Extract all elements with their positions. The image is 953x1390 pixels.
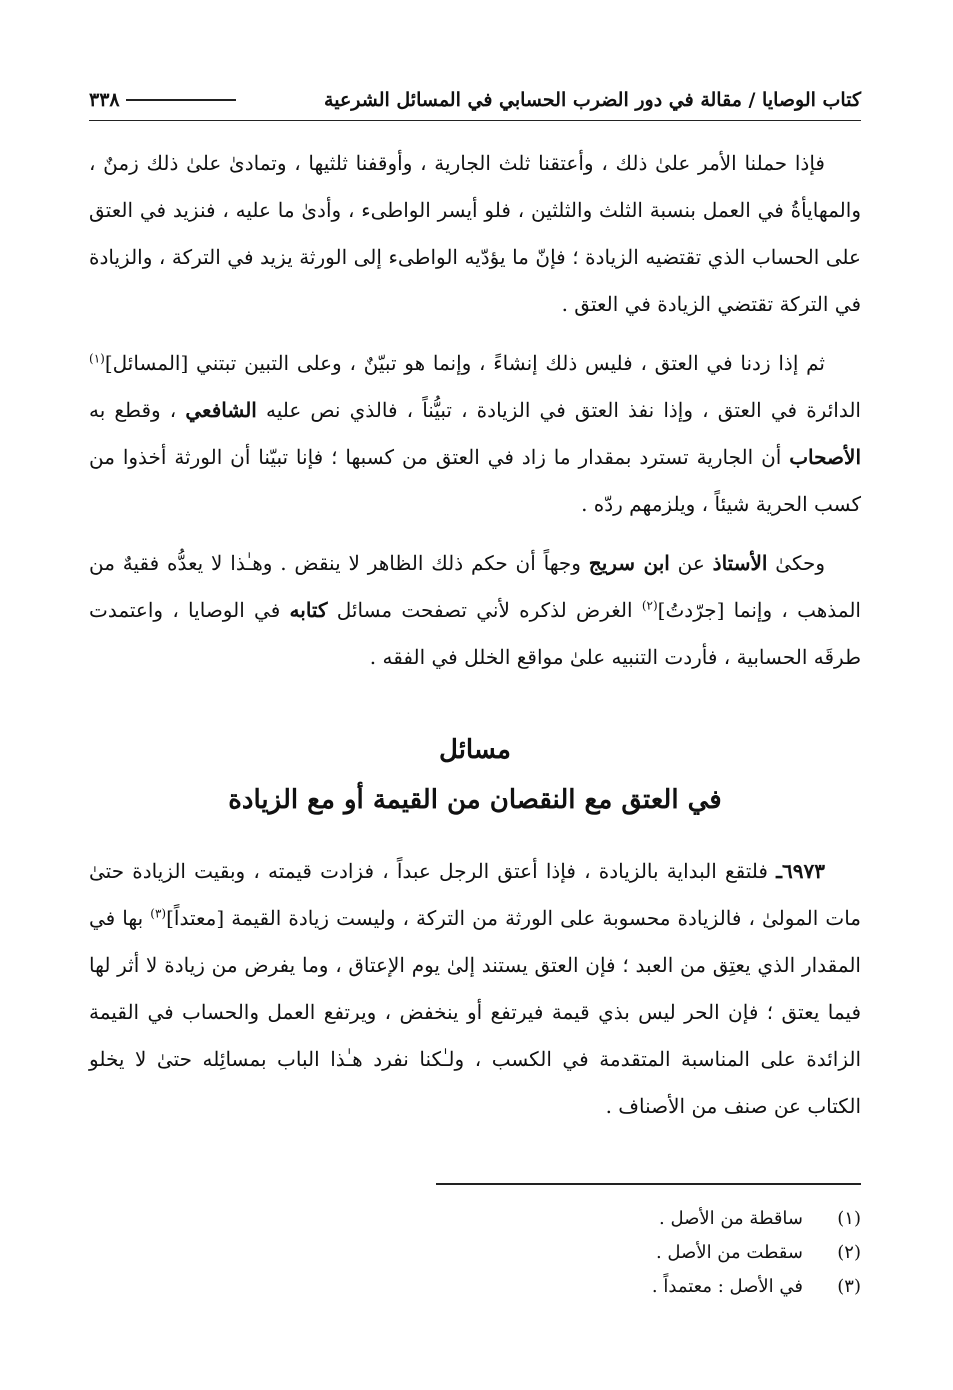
section-title-1: مسائل bbox=[439, 735, 511, 765]
paragraph-2-text-d: أن الجارية تسترد بمقدار ما زاد في العتق من كسبها ؛ فإنا تبيّنا أن الورثة أخذوا من كسب الحرية شيئاً ، ويلزمهم ردّه . bbox=[89, 445, 861, 516]
footnote-ref-1: (١) bbox=[89, 351, 105, 366]
paragraph-2-text-c: ، وقطع به bbox=[89, 398, 186, 422]
paragraph-4-text-b: بها في المقدار الذي يعتِق من العبد ؛ فإن العتق يستند إلىٰ يوم الإعتاق ، وما يفرض من زيادة لا أثر لها فيما يعتق ؛ فإن الحر ليس بذي قيمة فيرتفع أو ينخفض ، ويرتفع العمل والحساب في القيمة الزائدة على المناسبة المتقدمة في الكسب ، ولـٰكنا نفرد هـٰذا الباب بمسائِله حتىٰ لا يخلو الكتاب عن صنف من الأصناف . bbox=[89, 906, 861, 1118]
bold-name-shafii: الشافعي bbox=[185, 398, 257, 422]
paragraph-3-text-c: وجهاً أن حكم ذلك الظاهر لا ينقض . وهـٰذا لا يعدُّه فقيهٌ من المذهب ، وإنما [جرّدتُ] bbox=[89, 551, 861, 622]
page-number: ٣٣٨ bbox=[89, 89, 120, 111]
paragraph-3 bbox=[89, 540, 861, 681]
paragraph-4-text-a: فلتقع البداية بالزيادة ، فإذا أعتق الرجل عبداً ، فزادت قيمته ، وبقيت الزيادة حتىٰ مات المولىٰ ، فالزيادة محسوبة على الورثة من التركة ، وليست زيادة القيمة [معتداً] bbox=[89, 859, 861, 930]
header-page-group bbox=[89, 89, 242, 111]
footnote-text: سقطت من الأصل . bbox=[655, 1242, 803, 1263]
bold-name-ustadh: الأستاذ bbox=[712, 551, 768, 575]
footnote-text: في الأصل : معتمداً . bbox=[651, 1276, 803, 1297]
body-text bbox=[89, 140, 861, 693]
header-rule bbox=[126, 99, 236, 101]
footnote-ref-3: (٣) bbox=[150, 906, 167, 921]
issue-number: ٦٩٧٣ـ bbox=[776, 859, 825, 883]
footnote-text: ساقطة من الأصل . bbox=[659, 1208, 803, 1229]
footnote-ref-2: (٢) bbox=[641, 598, 658, 613]
bold-name-ibn-surayj: ابن سريج bbox=[588, 551, 670, 575]
paragraph-3-text-b: عن bbox=[669, 551, 713, 575]
bold-name-ashab: الأصحاب bbox=[789, 445, 861, 469]
paragraph-2-text-a: ثم إذا زدنا في العتق ، فليس ذلك إنشاءً ، وإنما هو تبيّنٌ ، وعلى التبين تبتني [المسائل] bbox=[104, 351, 825, 375]
header-title: كتاب الوصايا / مقالة في دور الضرب الحسابي في المسائل الشرعية bbox=[324, 89, 861, 111]
paragraph-2 bbox=[89, 340, 861, 528]
paragraph-3-text-e: في الوصايا ، واعتمدت طرقَه الحسابية ، فأردت التنبيه علىٰ مواقع الخلل في الفقه . bbox=[89, 598, 861, 669]
paragraph-1: فإذا حملنا الأمر علىٰ ذلك ، وأعتقنا ثلث الجارية ، وأوقفنا ثلثيها ، وتمادىٰ علىٰ ذلك زمنٌ ، والمهايأةُ في العمل بنسبة الثلث والثلثين ، فلو أيسر الواطىء ، وأدىٰ ما عليه ، فنزيد في العتق على الحساب الذي تقتضيه الزيادة ؛ فإنّ ما يؤدّيه الواطىء إلى الورثة يزيد في التركة ، والزيادة في التركة تقتضي الزيادة في العتق . bbox=[89, 151, 861, 316]
footnote-number: (٢) bbox=[837, 1242, 861, 1263]
running-header bbox=[89, 80, 861, 121]
footnote-item bbox=[89, 1202, 861, 1236]
footnote-item bbox=[89, 1236, 861, 1270]
bold-word-kitabih: كتابه bbox=[289, 598, 328, 622]
paragraph-4 bbox=[89, 848, 861, 1130]
footnotes bbox=[89, 1202, 861, 1304]
paragraph-3-text-a: وحكىٰ bbox=[767, 551, 826, 575]
paragraph-3-text-d: الغرض لذكره لأني تصفحت مسائل bbox=[327, 598, 642, 622]
section-title-2: في العتق مع النقصان من القيمة أو مع الزيادة bbox=[228, 785, 722, 815]
footnote-number: (٣) bbox=[837, 1276, 861, 1297]
footnote-number: (١) bbox=[837, 1208, 861, 1229]
paragraph-2-text-b: الدائرة في العتق ، وإذا نفذ العتق في الزيادة ، تبيُّناً ، فالذي نص عليه bbox=[256, 398, 861, 422]
body-text-2 bbox=[89, 848, 861, 1142]
section-heading bbox=[89, 725, 861, 825]
footnote-item bbox=[89, 1270, 861, 1304]
footnote-rule bbox=[436, 1183, 861, 1185]
